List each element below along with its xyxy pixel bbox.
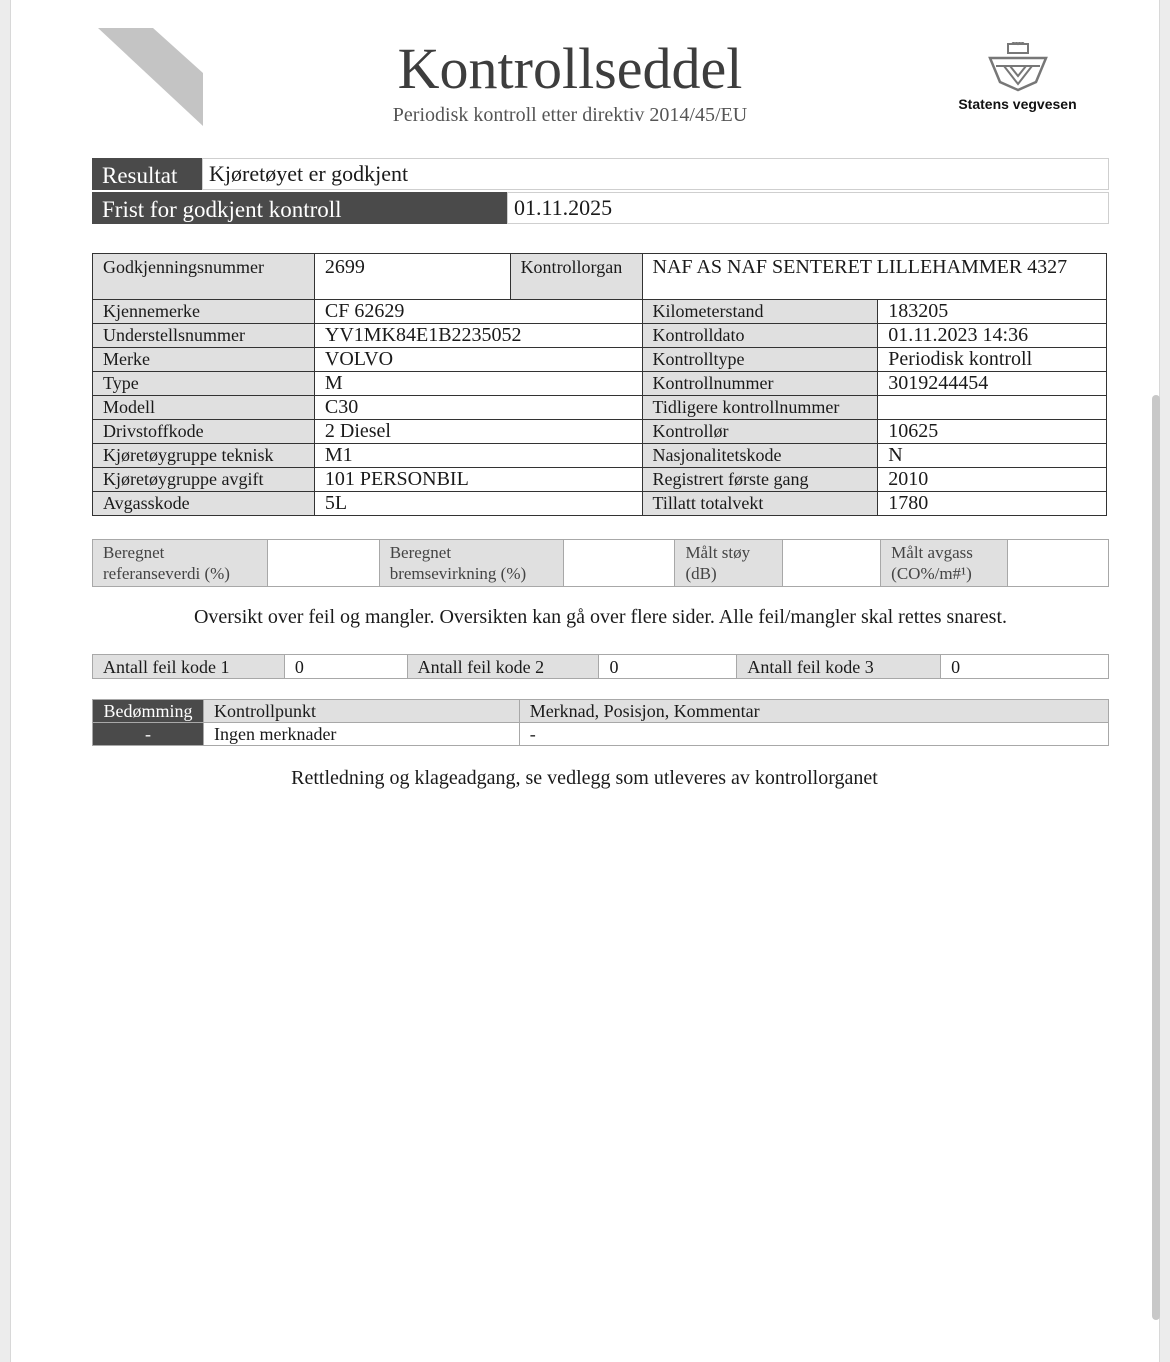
field-label: Drivstoffkode xyxy=(93,420,315,444)
label-line: bremsevirkning (%) xyxy=(389,564,527,583)
field-value: N xyxy=(878,444,1107,468)
vehicle-info-table xyxy=(92,253,1107,516)
field-value: 3019244454 xyxy=(878,372,1107,396)
table-row xyxy=(93,348,1107,372)
result-label: Resultat xyxy=(92,158,202,190)
faults-overview-note: Oversikt over feil og mangler. Oversikten kan gå over flere sider. Alle feil/mangler skal rettes snarest. xyxy=(193,606,1008,628)
table-row xyxy=(93,254,1107,300)
comment-value: - xyxy=(519,723,1108,746)
statens-vegvesen-logo xyxy=(935,42,1100,112)
field-label: Registrert første gang xyxy=(642,468,878,492)
noise-value xyxy=(783,540,881,587)
label-line: (dB) xyxy=(685,564,717,583)
corner-ribbon-graphic xyxy=(88,28,203,126)
comment-header: Merknad, Posisjon, Kommentar xyxy=(519,700,1108,723)
field-value: M1 xyxy=(314,444,642,468)
field-value: 10625 xyxy=(878,420,1107,444)
field-value: 2 Diesel xyxy=(314,420,642,444)
label-line: (CO%/m#¹) xyxy=(891,564,972,583)
label-line: Målt avgass xyxy=(891,543,973,562)
brake-effect-label xyxy=(379,540,563,587)
reference-value xyxy=(267,540,379,587)
field-value: 1780 xyxy=(878,492,1107,516)
field-label: Tidligere kontrollnummer xyxy=(642,396,878,420)
result-block xyxy=(92,158,1109,224)
table-row xyxy=(93,300,1107,324)
reference-value-label xyxy=(93,540,268,587)
field-value: 2010 xyxy=(878,468,1107,492)
exhaust-value xyxy=(1008,540,1109,587)
logo-text: Statens vegvesen xyxy=(958,96,1077,112)
organ-label: Kontrollorgan xyxy=(510,254,642,300)
table-row xyxy=(93,468,1107,492)
fault-code1-value: 0 xyxy=(284,655,407,679)
exhaust-label xyxy=(881,540,1008,587)
fault-count-table xyxy=(92,654,1109,679)
field-value: C30 xyxy=(314,396,642,420)
document-subtitle: Periodisk kontroll etter direktiv 2014/45/EU xyxy=(392,104,748,126)
field-label: Kontrolltype xyxy=(642,348,878,372)
field-value: CF 62629 xyxy=(314,300,642,324)
field-value xyxy=(878,396,1107,420)
fault-code1-label: Antall feil kode 1 xyxy=(93,655,285,679)
measurements-table xyxy=(92,539,1109,587)
field-label: Avgasskode xyxy=(93,492,315,516)
table-row xyxy=(93,444,1107,468)
field-label: Type xyxy=(93,372,315,396)
field-value: YV1MK84E1B2235052 xyxy=(314,324,642,348)
field-value: Periodisk kontroll xyxy=(878,348,1107,372)
table-row xyxy=(93,324,1107,348)
field-label: Kjennemerke xyxy=(93,300,315,324)
field-label: Tillatt totalvekt xyxy=(642,492,878,516)
field-label: Merke xyxy=(93,348,315,372)
label-line: Beregnet xyxy=(103,543,165,562)
fault-code3-label: Antall feil kode 3 xyxy=(737,655,941,679)
label-line: Målt støy xyxy=(685,543,751,562)
field-value: 101 PERSONBIL xyxy=(314,468,642,492)
crown-shield-icon xyxy=(986,42,1050,92)
deadline-label: Frist for godkjent kontroll xyxy=(92,192,507,224)
field-label: Kjøretøygruppe avgift xyxy=(93,468,315,492)
scrollbar[interactable] xyxy=(1152,395,1160,1320)
document-title: Kontrollseddel xyxy=(397,36,743,101)
field-label: Nasjonalitetskode xyxy=(642,444,878,468)
field-value: 01.11.2023 14:36 xyxy=(878,324,1107,348)
fault-code3-value: 0 xyxy=(941,655,1109,679)
brake-effect-value xyxy=(563,540,675,587)
checkpoint-value: Ingen merknader xyxy=(203,723,519,746)
fault-code2-value: 0 xyxy=(599,655,737,679)
label-line: Beregnet xyxy=(389,543,452,562)
table-row xyxy=(93,396,1107,420)
organ-value: NAF AS NAF SENTERET LILLEHAMMER 4327 xyxy=(642,254,1106,300)
table-row xyxy=(93,540,1109,587)
table-row xyxy=(93,372,1107,396)
deadline-row xyxy=(92,192,1109,224)
field-label: Kontrollør xyxy=(642,420,878,444)
field-label: Kjøretøygruppe teknisk xyxy=(93,444,315,468)
table-row xyxy=(93,420,1107,444)
fault-code2-label: Antall feil kode 2 xyxy=(407,655,599,679)
label-line: referanseverdi (%) xyxy=(103,564,230,583)
table-row xyxy=(93,655,1109,679)
assessment-header: Bedømming xyxy=(93,700,204,723)
field-value: 183205 xyxy=(878,300,1107,324)
field-label: Understellsnummer xyxy=(93,324,315,348)
approval-label: Godkjenningsnummer xyxy=(93,254,315,300)
table-header-row xyxy=(93,700,1109,723)
noise-label xyxy=(675,540,783,587)
field-value: VOLVO xyxy=(314,348,642,372)
field-label: Modell xyxy=(93,396,315,420)
table-row xyxy=(93,723,1109,746)
deadline-value: 01.11.2025 xyxy=(507,192,1109,224)
field-label: Kilometerstand xyxy=(642,300,878,324)
field-label: Kontrolldato xyxy=(642,324,878,348)
assessment-table xyxy=(92,699,1109,746)
guidance-footer: Rettledning og klageadgang, se vedlegg som utleveres av kontrollorganet xyxy=(291,767,878,789)
table-row xyxy=(93,492,1107,516)
field-value: 5L xyxy=(314,492,642,516)
result-row xyxy=(92,158,1109,190)
assessment-value: - xyxy=(93,723,204,746)
field-label: Kontrollnummer xyxy=(642,372,878,396)
field-value: M xyxy=(314,372,642,396)
checkpoint-header: Kontrollpunkt xyxy=(203,700,519,723)
result-value: Kjøretøyet er godkjent xyxy=(202,158,1109,190)
approval-value: 2699 xyxy=(314,254,510,300)
